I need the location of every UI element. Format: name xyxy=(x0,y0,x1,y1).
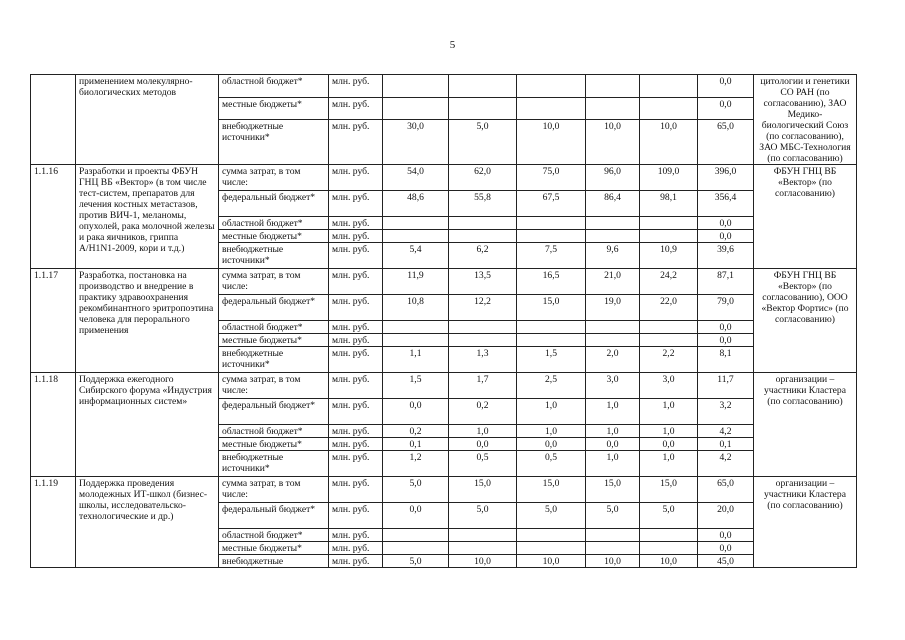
responsible-organization: ФБУН ГНЦ ВБ «Вектор» (по согласованию), ООО «Вектор Фортис» (по согласованию) xyxy=(754,269,857,373)
year-value: 5,0 xyxy=(517,503,586,529)
funding-source: местные бюджеты* xyxy=(219,438,329,451)
year-value: 22,0 xyxy=(640,295,698,321)
funding-source: местные бюджеты* xyxy=(219,542,329,555)
year-value xyxy=(640,542,698,555)
year-value: 1,0 xyxy=(640,451,698,477)
year-value: 21,0 xyxy=(586,269,640,295)
unit: млн. руб. xyxy=(329,438,383,451)
total-value: 0,0 xyxy=(698,321,754,334)
item-number: 1.1.16 xyxy=(31,165,76,269)
table-row xyxy=(31,269,857,295)
year-value: 5,0 xyxy=(449,503,517,529)
year-value: 3,0 xyxy=(640,373,698,399)
unit: млн. руб. xyxy=(329,529,383,542)
page-number: 5 xyxy=(449,39,456,51)
year-value: 10,0 xyxy=(640,555,698,568)
total-value: 39,6 xyxy=(698,243,754,269)
item-title: применением молекулярно-биологических методов xyxy=(76,75,219,165)
total-value: 0,0 xyxy=(698,97,754,120)
year-value: 0,0 xyxy=(383,399,449,425)
funding-source: сумма затрат, в том числе: xyxy=(219,269,329,295)
year-value xyxy=(586,321,640,334)
year-value xyxy=(449,334,517,347)
year-value xyxy=(383,334,449,347)
responsible-organization: организации – участники Кластера (по согласованию) xyxy=(754,373,857,477)
unit: млн. руб. xyxy=(329,97,383,120)
unit: млн. руб. xyxy=(329,399,383,425)
year-value: 2,0 xyxy=(586,347,640,373)
unit: млн. руб. xyxy=(329,373,383,399)
year-value: 10,0 xyxy=(640,120,698,165)
total-value: 3,2 xyxy=(698,399,754,425)
year-value: 13,5 xyxy=(449,269,517,295)
unit: млн. руб. xyxy=(329,477,383,503)
funding-source: сумма затрат, в том числе: xyxy=(219,373,329,399)
year-value xyxy=(449,542,517,555)
year-value xyxy=(517,321,586,334)
total-value: 0,0 xyxy=(698,75,754,98)
year-value xyxy=(383,529,449,542)
year-value xyxy=(517,97,586,120)
year-value xyxy=(449,230,517,243)
year-value: 2,2 xyxy=(640,347,698,373)
year-value xyxy=(383,75,449,98)
total-value: 87,1 xyxy=(698,269,754,295)
table-row xyxy=(31,75,857,98)
total-value: 0,0 xyxy=(698,529,754,542)
year-value: 24,2 xyxy=(640,269,698,295)
total-value: 356,4 xyxy=(698,191,754,217)
year-value: 0,2 xyxy=(383,425,449,438)
year-value xyxy=(383,542,449,555)
year-value xyxy=(449,321,517,334)
year-value: 5,0 xyxy=(449,120,517,165)
year-value xyxy=(640,97,698,120)
year-value xyxy=(383,230,449,243)
unit: млн. руб. xyxy=(329,503,383,529)
total-value: 0,1 xyxy=(698,438,754,451)
year-value: 1,5 xyxy=(383,373,449,399)
unit: млн. руб. xyxy=(329,555,383,568)
year-value xyxy=(586,97,640,120)
total-value: 0,0 xyxy=(698,542,754,555)
funding-source: областной бюджет* xyxy=(219,529,329,542)
year-value xyxy=(640,217,698,230)
year-value: 1,0 xyxy=(449,425,517,438)
year-value xyxy=(586,542,640,555)
year-value: 1,0 xyxy=(517,399,586,425)
total-value: 11,7 xyxy=(698,373,754,399)
year-value: 0,0 xyxy=(586,438,640,451)
year-value: 0,0 xyxy=(449,438,517,451)
year-value xyxy=(517,75,586,98)
unit: млн. руб. xyxy=(329,321,383,334)
unit: млн. руб. xyxy=(329,217,383,230)
funding-source: внебюджетные xyxy=(219,555,329,568)
year-value: 7,5 xyxy=(517,243,586,269)
year-value: 15,0 xyxy=(586,477,640,503)
year-value: 98,1 xyxy=(640,191,698,217)
year-value: 0,0 xyxy=(640,438,698,451)
funding-source: федеральный бюджет* xyxy=(219,503,329,529)
year-value xyxy=(586,217,640,230)
responsible-organization: организации – участники Кластера (по согласованию) xyxy=(754,477,857,568)
total-value: 65,0 xyxy=(698,120,754,165)
year-value xyxy=(517,217,586,230)
item-number xyxy=(31,75,76,165)
year-value: 5,0 xyxy=(640,503,698,529)
year-value xyxy=(586,334,640,347)
total-value: 79,0 xyxy=(698,295,754,321)
year-value: 55,8 xyxy=(449,191,517,217)
responsible-organization: цитологии и генетики СО РАН (по согласованию), ЗАО Медико-биологический Союз (по согласованию), ЗАО МБС-Технология (по согласованию) xyxy=(754,75,857,165)
year-value: 5,4 xyxy=(383,243,449,269)
year-value xyxy=(383,97,449,120)
unit: млн. руб. xyxy=(329,269,383,295)
year-value: 15,0 xyxy=(640,477,698,503)
year-value: 62,0 xyxy=(449,165,517,191)
year-value xyxy=(640,321,698,334)
year-value: 5,0 xyxy=(383,477,449,503)
year-value xyxy=(383,217,449,230)
total-value: 0,0 xyxy=(698,217,754,230)
year-value: 96,0 xyxy=(586,165,640,191)
year-value xyxy=(449,75,517,98)
year-value: 10,0 xyxy=(586,120,640,165)
year-value: 10,0 xyxy=(517,120,586,165)
unit: млн. руб. xyxy=(329,334,383,347)
year-value: 1,3 xyxy=(449,347,517,373)
funding-source: местные бюджеты* xyxy=(219,334,329,347)
unit: млн. руб. xyxy=(329,120,383,165)
total-value: 396,0 xyxy=(698,165,754,191)
funding-source: областной бюджет* xyxy=(219,217,329,230)
unit: млн. руб. xyxy=(329,230,383,243)
year-value: 10,0 xyxy=(517,555,586,568)
year-value: 1,0 xyxy=(586,425,640,438)
year-value: 1,0 xyxy=(517,425,586,438)
year-value: 6,2 xyxy=(449,243,517,269)
year-value: 75,0 xyxy=(517,165,586,191)
total-value: 4,2 xyxy=(698,425,754,438)
total-value: 20,0 xyxy=(698,503,754,529)
item-title: Поддержка ежегодного Сибирского форума «Индустрия информационных систем» xyxy=(76,373,219,477)
year-value: 1,0 xyxy=(586,451,640,477)
year-value: 19,0 xyxy=(586,295,640,321)
year-value: 1,1 xyxy=(383,347,449,373)
funding-source: областной бюджет* xyxy=(219,321,329,334)
year-value: 86,4 xyxy=(586,191,640,217)
total-value: 8,1 xyxy=(698,347,754,373)
year-value xyxy=(586,529,640,542)
year-value xyxy=(449,529,517,542)
unit: млн. руб. xyxy=(329,542,383,555)
funding-source: федеральный бюджет* xyxy=(219,295,329,321)
year-value: 1,7 xyxy=(449,373,517,399)
year-value: 1,5 xyxy=(517,347,586,373)
unit: млн. руб. xyxy=(329,295,383,321)
funding-source: федеральный бюджет* xyxy=(219,191,329,217)
unit: млн. руб. xyxy=(329,165,383,191)
year-value xyxy=(517,542,586,555)
year-value: 5,0 xyxy=(383,555,449,568)
unit: млн. руб. xyxy=(329,75,383,98)
funding-source: внебюджетные источники* xyxy=(219,347,329,373)
year-value: 0,2 xyxy=(449,399,517,425)
funding-source: внебюджетные источники* xyxy=(219,120,329,165)
year-value xyxy=(640,334,698,347)
funding-source: сумма затрат, в том числе: xyxy=(219,477,329,503)
item-number: 1.1.18 xyxy=(31,373,76,477)
table-row xyxy=(31,165,857,191)
year-value: 10,0 xyxy=(449,555,517,568)
year-value: 5,0 xyxy=(586,503,640,529)
year-value xyxy=(449,97,517,120)
year-value: 0,1 xyxy=(383,438,449,451)
item-title: Разработки и проекты ФБУН ГНЦ ВБ «Вектор» (в том числе тест-систем, препаратов для лечения костных метастазов, против ВИЧ-1, меланомы, опухолей, рака молочной железы и рака яичников, гриппа А/H1N1-2009, кори и т.д.) xyxy=(76,165,219,269)
year-value: 0,0 xyxy=(517,438,586,451)
item-number: 1.1.17 xyxy=(31,269,76,373)
year-value: 1,0 xyxy=(640,399,698,425)
total-value: 0,0 xyxy=(698,230,754,243)
year-value: 109,0 xyxy=(640,165,698,191)
total-value: 0,0 xyxy=(698,334,754,347)
funding-source: сумма затрат, в том числе: xyxy=(219,165,329,191)
year-value: 0,0 xyxy=(383,503,449,529)
year-value xyxy=(517,334,586,347)
year-value xyxy=(517,529,586,542)
funding-source: областной бюджет* xyxy=(219,425,329,438)
funding-source: внебюджетные источники* xyxy=(219,243,329,269)
item-number: 1.1.19 xyxy=(31,477,76,568)
table-row xyxy=(31,373,857,399)
funding-source: местные бюджеты* xyxy=(219,230,329,243)
year-value xyxy=(449,217,517,230)
year-value: 2,5 xyxy=(517,373,586,399)
unit: млн. руб. xyxy=(329,425,383,438)
year-value: 30,0 xyxy=(383,120,449,165)
year-value: 1,0 xyxy=(586,399,640,425)
year-value: 12,2 xyxy=(449,295,517,321)
total-value: 65,0 xyxy=(698,477,754,503)
total-value: 4,2 xyxy=(698,451,754,477)
year-value: 0,5 xyxy=(517,451,586,477)
budget-table xyxy=(30,74,857,568)
item-title: Разработка, постановка на производство и внедрение в практику здравоохранения рекомбинантного эритропоэтина человека для перорального применения xyxy=(76,269,219,373)
year-value: 10,9 xyxy=(640,243,698,269)
table-row xyxy=(31,477,857,503)
year-value: 48,6 xyxy=(383,191,449,217)
funding-source: областной бюджет* xyxy=(219,75,329,98)
year-value xyxy=(640,230,698,243)
year-value: 10,0 xyxy=(586,555,640,568)
year-value: 67,5 xyxy=(517,191,586,217)
year-value: 10,8 xyxy=(383,295,449,321)
funding-source: местные бюджеты* xyxy=(219,97,329,120)
year-value: 15,0 xyxy=(517,477,586,503)
responsible-organization: ФБУН ГНЦ ВБ «Вектор» (по согласованию) xyxy=(754,165,857,269)
year-value xyxy=(517,230,586,243)
year-value: 0,5 xyxy=(449,451,517,477)
year-value xyxy=(383,321,449,334)
year-value: 11,9 xyxy=(383,269,449,295)
unit: млн. руб. xyxy=(329,243,383,269)
year-value: 15,0 xyxy=(449,477,517,503)
item-title: Поддержка проведения молодежных ИТ-школ (бизнес-школы, исследовательско-технологические и др.) xyxy=(76,477,219,568)
year-value: 1,0 xyxy=(640,425,698,438)
unit: млн. руб. xyxy=(329,347,383,373)
total-value: 45,0 xyxy=(698,555,754,568)
year-value: 16,5 xyxy=(517,269,586,295)
funding-source: внебюджетные источники* xyxy=(219,451,329,477)
year-value xyxy=(640,529,698,542)
unit: млн. руб. xyxy=(329,451,383,477)
unit: млн. руб. xyxy=(329,191,383,217)
year-value: 9,6 xyxy=(586,243,640,269)
year-value: 15,0 xyxy=(517,295,586,321)
year-value: 1,2 xyxy=(383,451,449,477)
year-value xyxy=(640,75,698,98)
year-value xyxy=(586,75,640,98)
year-value xyxy=(586,230,640,243)
funding-source: федеральный бюджет* xyxy=(219,399,329,425)
year-value: 54,0 xyxy=(383,165,449,191)
year-value: 3,0 xyxy=(586,373,640,399)
